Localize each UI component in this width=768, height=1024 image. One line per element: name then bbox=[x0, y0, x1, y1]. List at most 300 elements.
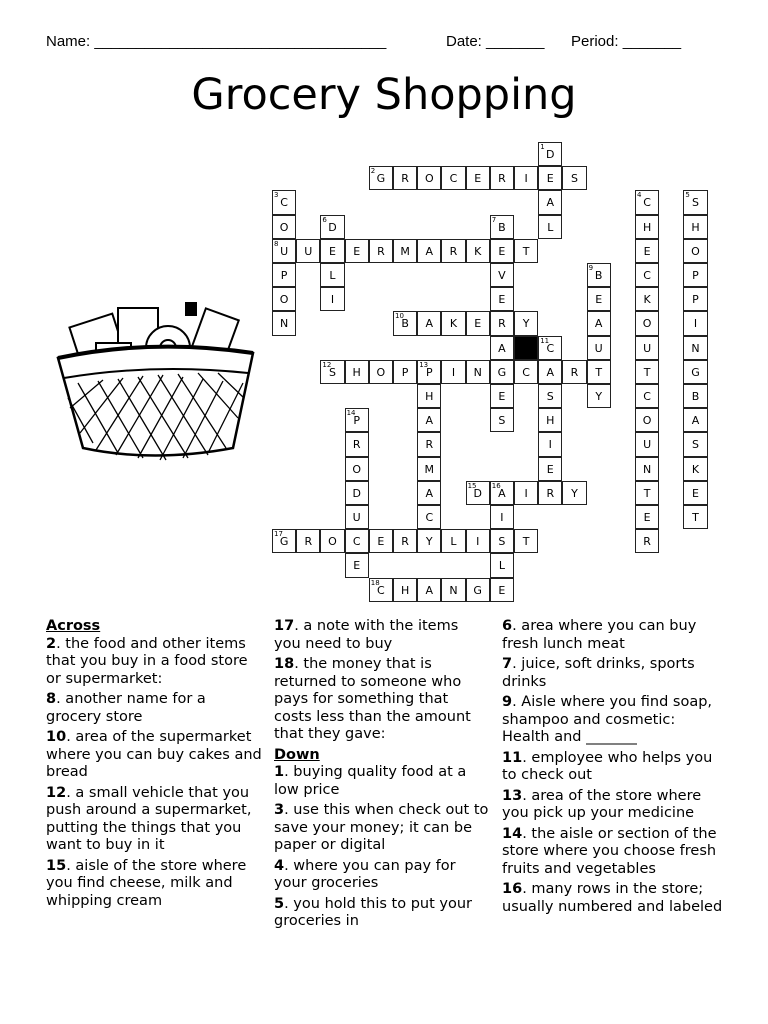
cell-number: 1 bbox=[540, 143, 545, 151]
cell-letter: I bbox=[693, 317, 698, 331]
crossword-cell[interactable] bbox=[635, 190, 659, 214]
cell-letter: P bbox=[401, 365, 409, 379]
clue-number: 17 bbox=[274, 618, 295, 634]
clue-number: 6 bbox=[502, 618, 513, 634]
crossword-cell[interactable] bbox=[490, 578, 514, 602]
cell-number: 18 bbox=[370, 578, 380, 587]
clue-item bbox=[46, 729, 264, 782]
crossword-cell[interactable] bbox=[562, 481, 586, 505]
clue-text: . aisle of the store where you find cheese, milk and whipping cream bbox=[46, 857, 247, 909]
crossword-cell[interactable] bbox=[441, 360, 465, 384]
cell-letter: I bbox=[476, 535, 480, 549]
crossword-cell[interactable] bbox=[345, 432, 369, 456]
cell-letter: O bbox=[279, 220, 289, 234]
cell-letter: N bbox=[642, 462, 652, 476]
name-field-label[interactable]: Name: ___________________________________ bbox=[46, 33, 387, 50]
crossword-cell[interactable] bbox=[369, 529, 393, 553]
crossword-cell[interactable] bbox=[514, 529, 538, 553]
cell-letter: G bbox=[497, 365, 507, 379]
cell-number: 17 bbox=[274, 530, 283, 539]
crossword-cell[interactable] bbox=[683, 360, 707, 384]
crossword-cell[interactable] bbox=[441, 166, 465, 190]
cell-letter: R bbox=[546, 486, 555, 500]
period-field-label[interactable]: Period: _______ bbox=[571, 33, 682, 50]
cell-letter: I bbox=[500, 511, 504, 524]
cell-letter: A bbox=[425, 486, 434, 500]
cell-letter: E bbox=[643, 511, 651, 524]
clue-text: . employee who helps you to check out bbox=[502, 749, 713, 783]
crossword-cell[interactable] bbox=[683, 408, 707, 432]
crossword-cell[interactable] bbox=[320, 215, 344, 239]
crossword-cell[interactable] bbox=[635, 457, 659, 481]
crossword-cell[interactable] bbox=[490, 287, 514, 311]
cell-letter: R bbox=[643, 535, 651, 549]
crossword-cell[interactable] bbox=[369, 578, 393, 602]
clue-item bbox=[502, 750, 724, 785]
crossword-cell[interactable] bbox=[345, 457, 369, 481]
crossword-cell[interactable] bbox=[587, 384, 611, 408]
cell-letter: E bbox=[692, 486, 699, 500]
clue-number: 1 bbox=[274, 764, 285, 780]
cell-letter: H bbox=[642, 220, 652, 234]
crossword-cell[interactable] bbox=[345, 505, 369, 529]
crossword-cell[interactable] bbox=[345, 239, 369, 263]
page-title: Grocery Shopping bbox=[191, 70, 577, 120]
cell-letter: H bbox=[691, 220, 700, 234]
clue-number: 15 bbox=[46, 857, 67, 874]
clue-number: 16 bbox=[502, 881, 523, 897]
crossword-cell[interactable] bbox=[562, 360, 586, 384]
cell-letter: G bbox=[279, 535, 289, 549]
cell-letter: R bbox=[498, 172, 506, 186]
crossword-cell[interactable] bbox=[320, 360, 344, 384]
cell-letter: M bbox=[424, 462, 435, 476]
cell-letter: N bbox=[473, 365, 482, 379]
crossword-cell[interactable] bbox=[272, 311, 296, 335]
crossword-cell[interactable] bbox=[490, 215, 514, 239]
cell-letter: D bbox=[328, 220, 337, 234]
cell-letter: C bbox=[280, 196, 288, 210]
crossword-cell[interactable] bbox=[272, 239, 296, 263]
down-clue-list bbox=[274, 764, 489, 931]
crossword-cell[interactable] bbox=[538, 336, 562, 360]
crossword-cell[interactable] bbox=[490, 263, 514, 287]
clue-text: . area where you can buy fresh lunch meat bbox=[502, 618, 697, 652]
cell-letter: B bbox=[691, 390, 700, 403]
cell-letter: A bbox=[425, 317, 434, 331]
cell-letter: A bbox=[546, 365, 555, 379]
down-clue-list-continued bbox=[502, 618, 724, 916]
crossword-cell[interactable] bbox=[296, 239, 320, 263]
crossword-cell[interactable] bbox=[417, 578, 441, 602]
cell-letter: S bbox=[570, 172, 578, 186]
cell-letter: Y bbox=[571, 486, 578, 500]
clue-text: . the aisle or section of the store where you choose fresh fruits and vegetables bbox=[502, 825, 717, 877]
crossword-cell[interactable] bbox=[587, 336, 611, 360]
cell-letter: E bbox=[595, 293, 603, 307]
cell-letter: T bbox=[643, 365, 651, 379]
clue-number: 9 bbox=[502, 694, 513, 710]
cell-letter: H bbox=[546, 414, 555, 428]
crossword-cell[interactable] bbox=[441, 529, 465, 553]
crossword-cell[interactable] bbox=[441, 578, 465, 602]
crossword-cell[interactable] bbox=[345, 529, 369, 553]
cell-letter: C bbox=[449, 172, 458, 186]
cell-number: 15 bbox=[467, 481, 477, 490]
crossword-cell[interactable] bbox=[635, 432, 659, 456]
cell-letter: E bbox=[498, 244, 506, 258]
cell-number: 9 bbox=[588, 264, 594, 272]
cell-letter: O bbox=[642, 317, 652, 331]
crossword-cell[interactable] bbox=[538, 142, 562, 166]
cell-letter: U bbox=[304, 244, 313, 258]
crossword-cell[interactable] bbox=[635, 263, 659, 287]
cell-letter: O bbox=[691, 244, 700, 258]
cell-letter: O bbox=[376, 365, 386, 379]
cell-letter: C bbox=[522, 365, 530, 379]
crossword-cell[interactable] bbox=[466, 239, 490, 263]
cell-letter: I bbox=[524, 172, 528, 186]
cell-letter: N bbox=[691, 341, 700, 355]
cell-letter: A bbox=[425, 414, 434, 428]
cell-letter: E bbox=[329, 244, 336, 258]
cell-letter: I bbox=[330, 293, 335, 307]
crossword-cell[interactable] bbox=[490, 239, 514, 263]
crossword-cell[interactable] bbox=[683, 505, 707, 529]
cell-letter: S bbox=[691, 196, 699, 210]
crossword-cell[interactable] bbox=[538, 408, 562, 432]
crossword-cell[interactable] bbox=[272, 263, 296, 287]
cell-number: 14 bbox=[346, 409, 356, 418]
crossword-cell[interactable] bbox=[683, 287, 707, 311]
cell-number: 8 bbox=[274, 239, 279, 248]
cell-letter: E bbox=[377, 535, 385, 549]
clue-text: . area of the supermarket where you can buy cakes and bread bbox=[46, 729, 262, 780]
crossword-cell[interactable] bbox=[683, 384, 707, 408]
crossword-cell[interactable] bbox=[369, 166, 393, 190]
cell-letter: K bbox=[474, 244, 482, 258]
clue-item bbox=[502, 826, 724, 879]
cell-letter: C bbox=[425, 511, 434, 524]
crossword-cell[interactable] bbox=[393, 360, 417, 384]
cell-letter: L bbox=[498, 559, 505, 573]
crossword-cell[interactable] bbox=[635, 287, 659, 311]
crossword-cell[interactable] bbox=[683, 311, 707, 335]
clues-column-3 bbox=[502, 618, 724, 919]
crossword-cell[interactable] bbox=[490, 384, 514, 408]
cell-letter: D bbox=[352, 486, 361, 500]
cell-number: 4 bbox=[637, 191, 642, 200]
crossword-cell[interactable] bbox=[466, 166, 490, 190]
crossword-cell[interactable] bbox=[320, 239, 344, 263]
crossword-cell[interactable] bbox=[683, 457, 707, 481]
crossword-cell[interactable] bbox=[587, 311, 611, 335]
clue-text: . the food and other items that you buy in a food store or supermarket: bbox=[46, 635, 248, 687]
crossword-cell[interactable] bbox=[345, 408, 369, 432]
crossword-cell[interactable] bbox=[538, 166, 562, 190]
crossword-cell[interactable] bbox=[490, 360, 514, 384]
clue-item bbox=[502, 618, 724, 653]
clue-item bbox=[274, 764, 489, 799]
crossword-cell[interactable] bbox=[683, 215, 707, 239]
clue-text: . many rows in the store; usually numbered and labeled bbox=[502, 881, 723, 915]
crossword-cell[interactable] bbox=[345, 553, 369, 577]
cell-letter: U bbox=[643, 438, 652, 452]
clue-number: 7 bbox=[502, 656, 513, 672]
cell-letter: B bbox=[594, 269, 603, 282]
cell-letter: T bbox=[692, 511, 699, 524]
cell-letter: A bbox=[691, 414, 700, 428]
cell-letter: T bbox=[522, 535, 530, 549]
cell-number: 2 bbox=[370, 167, 376, 176]
crossword-cell[interactable] bbox=[417, 529, 441, 553]
clue-item bbox=[502, 881, 724, 916]
crossword-cell[interactable] bbox=[490, 336, 514, 360]
cell-letter: I bbox=[451, 365, 456, 379]
cell-letter: H bbox=[400, 583, 410, 597]
cell-letter: S bbox=[691, 438, 699, 452]
cell-number: 10 bbox=[395, 312, 404, 321]
cell-letter: K bbox=[643, 293, 651, 307]
crossword-cell[interactable] bbox=[417, 360, 441, 384]
crossword-cell[interactable] bbox=[393, 529, 417, 553]
clue-item bbox=[502, 656, 724, 691]
cell-number: 11 bbox=[540, 336, 550, 345]
cell-letter: T bbox=[643, 486, 651, 500]
crossword-cell[interactable] bbox=[272, 529, 296, 553]
clue-number: 4 bbox=[274, 857, 285, 874]
cell-letter: S bbox=[498, 414, 506, 428]
clue-item bbox=[274, 656, 489, 744]
crossword-cell[interactable] bbox=[320, 287, 344, 311]
cell-letter: R bbox=[498, 317, 506, 331]
clue-number: 12 bbox=[46, 784, 67, 801]
clues-column-2 bbox=[274, 618, 489, 934]
crossword-cell[interactable] bbox=[514, 481, 538, 505]
crossword-cell[interactable] bbox=[417, 384, 441, 408]
cell-letter: B bbox=[401, 317, 409, 331]
crossword-cell[interactable] bbox=[417, 166, 441, 190]
clue-text: . buying quality food at a low price bbox=[274, 764, 467, 798]
crossword-cell[interactable] bbox=[562, 166, 586, 190]
crossword-cell[interactable] bbox=[417, 408, 441, 432]
cell-letter: D bbox=[473, 486, 482, 500]
crossword-cell[interactable] bbox=[490, 505, 514, 529]
crossword-cell[interactable] bbox=[345, 360, 369, 384]
cell-letter: E bbox=[353, 244, 361, 258]
clue-text: . another name for a grocery store bbox=[46, 691, 206, 725]
clue-text: . juice, soft drinks, sports drinks bbox=[502, 656, 695, 690]
crossword-cell[interactable] bbox=[369, 239, 393, 263]
crossword-cell[interactable] bbox=[320, 529, 344, 553]
crossword-cell[interactable] bbox=[490, 553, 514, 577]
crossword-cell[interactable] bbox=[683, 239, 707, 263]
crossword-cell[interactable] bbox=[490, 166, 514, 190]
across-clue-list bbox=[46, 636, 264, 911]
crossword-cell[interactable] bbox=[417, 457, 441, 481]
crossword-cell[interactable] bbox=[587, 263, 611, 287]
cell-number: 12 bbox=[322, 360, 332, 369]
cell-letter: G bbox=[376, 172, 386, 186]
cell-letter: N bbox=[279, 317, 289, 331]
crossword-cell[interactable] bbox=[369, 360, 393, 384]
crossword-cell[interactable] bbox=[635, 360, 659, 384]
crossword-cell[interactable] bbox=[490, 529, 514, 553]
crossword-cell[interactable] bbox=[635, 311, 659, 335]
crossword-cell[interactable] bbox=[683, 432, 707, 456]
crossword-cell[interactable] bbox=[635, 384, 659, 408]
cell-letter: O bbox=[352, 462, 362, 476]
cell-letter: O bbox=[279, 293, 289, 307]
cell-letter: U bbox=[280, 244, 289, 258]
clue-item bbox=[274, 858, 489, 893]
clue-number: 13 bbox=[502, 787, 523, 804]
cell-letter: A bbox=[425, 583, 434, 597]
cell-letter: P bbox=[692, 269, 699, 282]
crossword-cell[interactable] bbox=[587, 360, 611, 384]
crossword-cell[interactable] bbox=[635, 215, 659, 239]
cell-letter: S bbox=[546, 390, 554, 403]
cell-letter: H bbox=[352, 365, 361, 379]
crossword-cell[interactable] bbox=[538, 384, 562, 408]
crossword-cell[interactable] bbox=[683, 481, 707, 505]
crossword-cell[interactable] bbox=[514, 166, 538, 190]
cell-letter: C bbox=[352, 535, 361, 549]
cell-letter: R bbox=[304, 535, 313, 549]
crossword-cell[interactable] bbox=[635, 239, 659, 263]
crossword-cell[interactable] bbox=[466, 311, 490, 335]
clue-number: 11 bbox=[502, 749, 523, 766]
crossword-cell[interactable] bbox=[345, 481, 369, 505]
crossword-cell[interactable] bbox=[441, 239, 465, 263]
cell-letter: Y bbox=[522, 317, 530, 331]
crossword-cell[interactable] bbox=[587, 287, 611, 311]
cell-letter: M bbox=[400, 244, 410, 258]
cell-letter: P bbox=[280, 269, 288, 282]
clue-text: . where you can pay for your groceries bbox=[274, 857, 456, 891]
crossword-cell[interactable] bbox=[635, 408, 659, 432]
down-heading: Down bbox=[274, 746, 320, 763]
clue-number: 2 bbox=[46, 635, 57, 652]
cell-letter: R bbox=[377, 244, 385, 258]
clue-text: . Aisle where you find soap, shampoo and cosmetic: Health and _______ bbox=[502, 694, 713, 745]
crossword-cell[interactable] bbox=[393, 578, 417, 602]
clue-item bbox=[46, 858, 264, 911]
cell-letter: A bbox=[498, 341, 506, 355]
clue-number: 10 bbox=[46, 729, 67, 745]
cell-letter: A bbox=[498, 486, 506, 500]
crossword-cell[interactable] bbox=[466, 578, 490, 602]
crossword-cell[interactable] bbox=[417, 311, 441, 335]
clues-column-1 bbox=[46, 618, 264, 913]
cell-letter: U bbox=[594, 341, 603, 355]
clue-number: 14 bbox=[502, 825, 523, 842]
cell-letter: P bbox=[425, 365, 433, 379]
cell-letter: L bbox=[547, 220, 554, 234]
cell-letter: E bbox=[546, 462, 554, 476]
cell-letter: E bbox=[643, 244, 651, 258]
crossword-cell[interactable] bbox=[466, 529, 490, 553]
crossword-cell[interactable] bbox=[417, 432, 441, 456]
cell-letter: N bbox=[449, 583, 458, 597]
crossword-cell[interactable] bbox=[538, 190, 562, 214]
cell-number: 13 bbox=[419, 360, 429, 369]
crossword-cell[interactable] bbox=[490, 481, 514, 505]
clue-text: . area of the store where you pick up your medicine bbox=[502, 787, 702, 821]
crossword-cell[interactable] bbox=[635, 505, 659, 529]
cell-letter: L bbox=[329, 269, 336, 282]
cell-letter: E bbox=[474, 317, 482, 331]
crossword-cell[interactable] bbox=[466, 481, 490, 505]
crossword-cell[interactable] bbox=[441, 311, 465, 335]
crossword-cell[interactable] bbox=[538, 432, 562, 456]
cell-letter: R bbox=[401, 172, 409, 186]
cell-letter: C bbox=[377, 583, 385, 597]
crossword-cell[interactable] bbox=[514, 360, 538, 384]
crossword-cell[interactable] bbox=[393, 239, 417, 263]
crossword-cell[interactable] bbox=[635, 481, 659, 505]
across-clue-list-continued bbox=[274, 618, 489, 744]
crossword-cell[interactable] bbox=[635, 529, 659, 553]
crossword-cell[interactable] bbox=[538, 215, 562, 239]
clue-text: . a note with the items you need to buy bbox=[274, 618, 459, 652]
crossword-cell[interactable] bbox=[635, 336, 659, 360]
cell-letter: Y bbox=[425, 535, 433, 549]
crossword-cell[interactable] bbox=[272, 287, 296, 311]
crossword-cell[interactable] bbox=[490, 311, 514, 335]
date-field-label[interactable]: Date: _______ bbox=[446, 33, 545, 50]
crossword-cell[interactable] bbox=[514, 239, 538, 263]
cell-letter: R bbox=[449, 244, 458, 258]
crossword-cell[interactable] bbox=[538, 457, 562, 481]
clue-item bbox=[46, 636, 264, 689]
crossword-cell[interactable] bbox=[296, 529, 320, 553]
crossword-cell[interactable] bbox=[393, 311, 417, 335]
clue-number: 8 bbox=[46, 691, 57, 707]
cell-letter: C bbox=[546, 341, 555, 355]
cell-letter: S bbox=[498, 535, 506, 549]
crossword-cell[interactable] bbox=[683, 336, 707, 360]
cell-letter: K bbox=[449, 317, 458, 331]
crossword-cell[interactable] bbox=[466, 360, 490, 384]
cell-letter: C bbox=[643, 269, 651, 282]
crossword-cell[interactable] bbox=[683, 263, 707, 287]
crossword-cell[interactable] bbox=[538, 360, 562, 384]
cell-letter: T bbox=[522, 244, 530, 258]
crossword-cell[interactable] bbox=[538, 481, 562, 505]
cell-letter: K bbox=[691, 462, 700, 476]
cell-number: 3 bbox=[274, 191, 279, 200]
crossword-cell[interactable] bbox=[272, 190, 296, 214]
cell-letter: R bbox=[352, 438, 361, 452]
clue-item bbox=[274, 618, 489, 653]
crossword-cell[interactable] bbox=[417, 505, 441, 529]
cell-letter: G bbox=[691, 365, 700, 379]
cell-number: 6 bbox=[322, 215, 327, 224]
crossword-cell[interactable] bbox=[417, 239, 441, 263]
crossword-cell[interactable] bbox=[417, 481, 441, 505]
crossword-cell[interactable] bbox=[683, 190, 707, 214]
crossword-cell[interactable] bbox=[272, 215, 296, 239]
crossword-cell[interactable] bbox=[320, 263, 344, 287]
cell-letter: E bbox=[498, 390, 506, 403]
crossword-cell[interactable] bbox=[514, 311, 538, 335]
cell-letter: A bbox=[425, 244, 434, 258]
cell-letter: V bbox=[498, 269, 506, 282]
crossword-cell[interactable] bbox=[490, 408, 514, 432]
cell-number: 16 bbox=[491, 481, 501, 490]
crossword-cell[interactable] bbox=[393, 166, 417, 190]
